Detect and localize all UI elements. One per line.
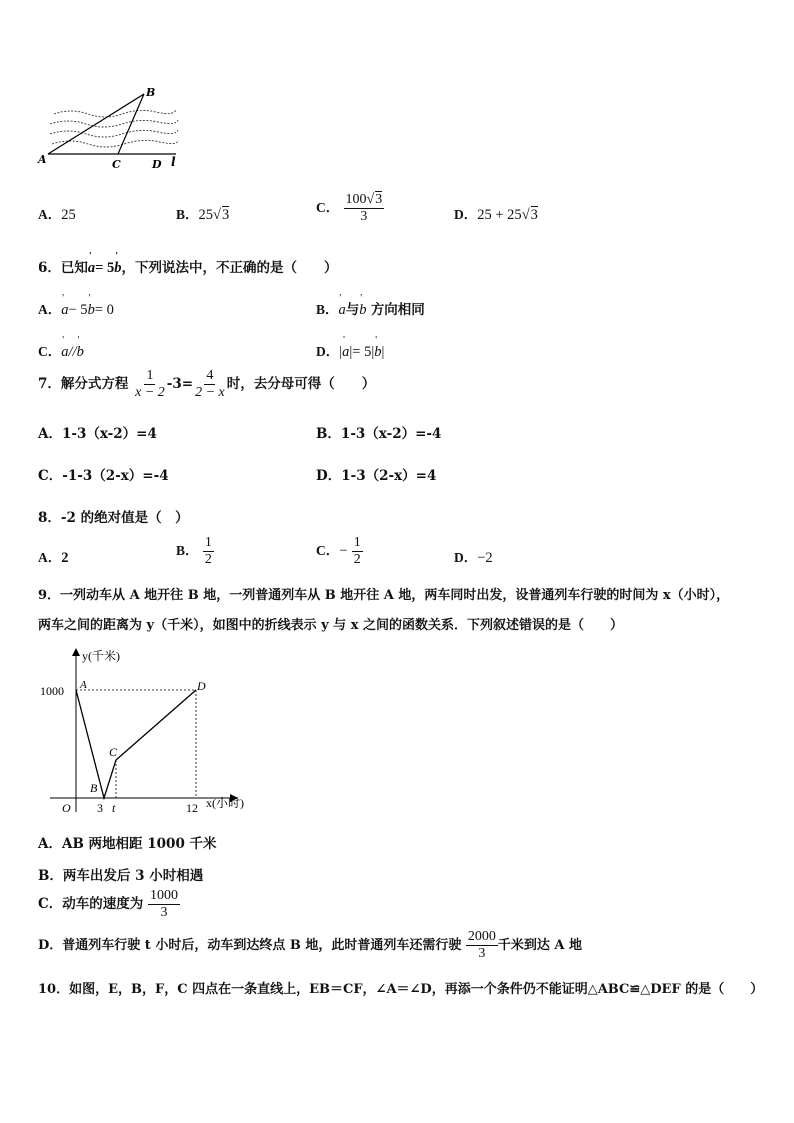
option-text: − 5 bbox=[68, 302, 88, 318]
q9-option-a[interactable]: A．AB 两地相距 1000 千米 bbox=[38, 836, 217, 852]
fraction-1 bbox=[133, 368, 167, 401]
vector-b: ' b bbox=[359, 302, 366, 319]
point-A-label: A bbox=[80, 679, 87, 691]
river-wave-line bbox=[50, 120, 178, 127]
numerator: 1 bbox=[203, 535, 214, 552]
q6-option-d[interactable]: D．|' a|= 5|' b| bbox=[316, 340, 384, 361]
q5-option-a[interactable] bbox=[38, 203, 76, 224]
point-C-label: C bbox=[109, 745, 118, 759]
q8-stem: 8．-2 的绝对值是（ ） bbox=[38, 510, 189, 526]
radicand: 3 bbox=[530, 207, 538, 223]
vector-b: ' b bbox=[77, 344, 84, 361]
option-label: D． bbox=[454, 207, 478, 222]
q7-option-a[interactable] bbox=[38, 422, 157, 442]
q5-option-c[interactable] bbox=[316, 192, 384, 225]
vector-a: ' a bbox=[61, 344, 68, 361]
y-axis-label: y(千米) bbox=[82, 649, 120, 663]
q9-stem-line2: 两车之间的距离为 y（千米），如图中的折线表示 y 与 x 之间的函数关系．下列叙述错误的是（ ） bbox=[38, 618, 623, 633]
option-text: // bbox=[68, 344, 77, 360]
q7-option-c[interactable] bbox=[38, 464, 169, 484]
stem-suffix: ，下列说法中，不正确的是（ ） bbox=[121, 260, 338, 276]
option-text: -1-3（2-x）=-4 bbox=[62, 468, 169, 484]
q6-stem bbox=[38, 256, 338, 277]
fraction-2 bbox=[193, 368, 227, 401]
river-wave-line bbox=[54, 110, 176, 117]
option-label: D． bbox=[316, 468, 342, 484]
option-text: 1-3（x-2）=4 bbox=[61, 426, 157, 442]
numerator: 1000 bbox=[148, 888, 180, 905]
option-text: 1-3（2-x）=4 bbox=[341, 468, 437, 484]
option-text: −2 bbox=[477, 550, 493, 566]
vector-a: ' a bbox=[61, 302, 68, 319]
q7-option-b[interactable] bbox=[316, 422, 441, 442]
denominator: 3 bbox=[360, 209, 368, 225]
q5-option-b[interactable]: B．25√3 bbox=[176, 207, 230, 223]
fraction bbox=[466, 929, 498, 962]
numerator-coef: 100 bbox=[345, 192, 367, 207]
radicand: 3 bbox=[221, 207, 230, 223]
option-text: D．普通列车行驶 t 小时后，动车到达终点 B 地，此时普通列车还需行驶 bbox=[38, 938, 462, 954]
q7-stem bbox=[38, 368, 375, 401]
option-label: B． bbox=[316, 302, 339, 317]
vector-b: ' b bbox=[374, 344, 381, 361]
denominator: x − 2 bbox=[135, 385, 165, 401]
label-B: B bbox=[146, 86, 156, 99]
river-wave-line bbox=[50, 130, 178, 137]
x-tick-3: 3 bbox=[97, 801, 103, 814]
vector-a: ' a bbox=[339, 302, 346, 319]
option-label: C． bbox=[316, 543, 340, 559]
numerator: 2000 bbox=[466, 929, 498, 946]
denominator: 2 bbox=[353, 552, 361, 568]
stem-mid: -3= bbox=[166, 376, 194, 393]
label-D: D bbox=[152, 158, 162, 171]
fraction bbox=[203, 535, 214, 568]
numerator: 1 bbox=[352, 535, 363, 552]
option-label: C． bbox=[316, 200, 340, 216]
q9-option-d[interactable] bbox=[38, 929, 582, 962]
label-l: l bbox=[171, 155, 176, 169]
fraction bbox=[148, 888, 180, 921]
option-label: C． bbox=[38, 344, 62, 359]
option-text: 1-3（x-2）=-4 bbox=[340, 426, 442, 442]
q6-option-c[interactable] bbox=[38, 340, 84, 361]
q9-graph bbox=[36, 642, 266, 814]
q8-option-d[interactable] bbox=[454, 546, 493, 567]
point-B-label: B bbox=[90, 781, 98, 795]
option-label: A． bbox=[38, 302, 62, 317]
numerator-radicand: 3 bbox=[375, 192, 383, 207]
option-text: 25 bbox=[61, 207, 76, 223]
option-text: | bbox=[381, 344, 385, 360]
vector-b: ' b bbox=[114, 260, 121, 277]
vector-a: ' a bbox=[88, 260, 95, 277]
option-label: A． bbox=[38, 426, 62, 442]
option-label: A． bbox=[38, 207, 62, 222]
minus-sign: − bbox=[339, 543, 348, 560]
option-text: 方向相同 bbox=[370, 302, 425, 318]
x-tick-12: 12 bbox=[186, 801, 198, 814]
point-D-label: D bbox=[197, 679, 206, 693]
q6-option-b[interactable] bbox=[316, 298, 425, 319]
prefix: 25 + 25 bbox=[477, 207, 522, 223]
option-label: B． bbox=[316, 426, 341, 442]
y-tick-1000: 1000 bbox=[40, 684, 64, 698]
option-label: B． bbox=[176, 543, 199, 559]
option-text: C．动车的速度为 bbox=[38, 896, 144, 913]
q7-option-d[interactable] bbox=[316, 464, 436, 484]
q9-option-c[interactable] bbox=[38, 888, 180, 921]
denominator: 2 − x bbox=[195, 385, 225, 401]
option-text: = 0 bbox=[94, 302, 114, 318]
option-text: 千米到达 A 地 bbox=[497, 938, 583, 954]
q5-option-d[interactable]: D．25 + 25√3 bbox=[454, 207, 538, 223]
stem-prefix: 7．解分式方程 bbox=[38, 376, 129, 393]
numerator: 1 bbox=[144, 368, 155, 385]
numerator: 4 bbox=[204, 368, 215, 385]
coef: 25 bbox=[198, 207, 214, 223]
option-label: C． bbox=[38, 468, 63, 484]
q9-option-b[interactable]: B．两车出发后 3 小时相遇 bbox=[38, 868, 204, 884]
segment-CB bbox=[118, 94, 144, 154]
equation-mid: = 5 bbox=[95, 260, 115, 276]
vector-b: ' b bbox=[88, 302, 95, 319]
origin-label: O bbox=[62, 801, 71, 814]
x-axis-label: x(小时) bbox=[206, 796, 244, 810]
option-label: B． bbox=[176, 207, 199, 222]
x-tick-t: t bbox=[112, 801, 116, 814]
option-text: |= 5| bbox=[349, 344, 375, 360]
label-C: C bbox=[112, 158, 121, 171]
fraction bbox=[352, 535, 363, 568]
denominator: 3 bbox=[478, 946, 486, 962]
option-text: 2 bbox=[61, 550, 69, 566]
option-text: 与 bbox=[345, 302, 360, 318]
denominator: 3 bbox=[160, 905, 168, 921]
river-wave-line bbox=[52, 140, 178, 147]
option-label: D． bbox=[454, 550, 478, 565]
fraction: $\frac{100√3}{3}$ bbox=[345, 192, 383, 225]
q8-option-c[interactable] bbox=[316, 535, 363, 568]
q8-option-b[interactable] bbox=[176, 535, 214, 568]
q8-option-a[interactable] bbox=[38, 546, 69, 567]
q10-stem: 10．如图，E，B，F，C 四点在一条直线上，EB＝CF，∠A＝∠D，再添一个条件仍不能证明△ABC≌△DEF 的是（ ） bbox=[38, 982, 764, 997]
segment-AB bbox=[48, 94, 144, 154]
stem-suffix: 时，去分母可得（ ） bbox=[226, 376, 376, 393]
stem-prefix: 6．已知 bbox=[38, 260, 88, 276]
option-label: A． bbox=[38, 550, 62, 565]
option-label: D． bbox=[316, 344, 340, 359]
vector-a: ' a bbox=[342, 344, 349, 361]
denominator: 2 bbox=[204, 552, 212, 568]
river-triangle-figure bbox=[36, 84, 186, 174]
label-A: A bbox=[38, 153, 47, 166]
q9-stem-line1: 9．一列动车从 A 地开往 B 地，一列普通列车从 B 地开往 A 地，两车同时出发，设普通列车行驶的时间为 x（小时）， bbox=[38, 588, 730, 603]
q6-option-a[interactable] bbox=[38, 298, 114, 319]
